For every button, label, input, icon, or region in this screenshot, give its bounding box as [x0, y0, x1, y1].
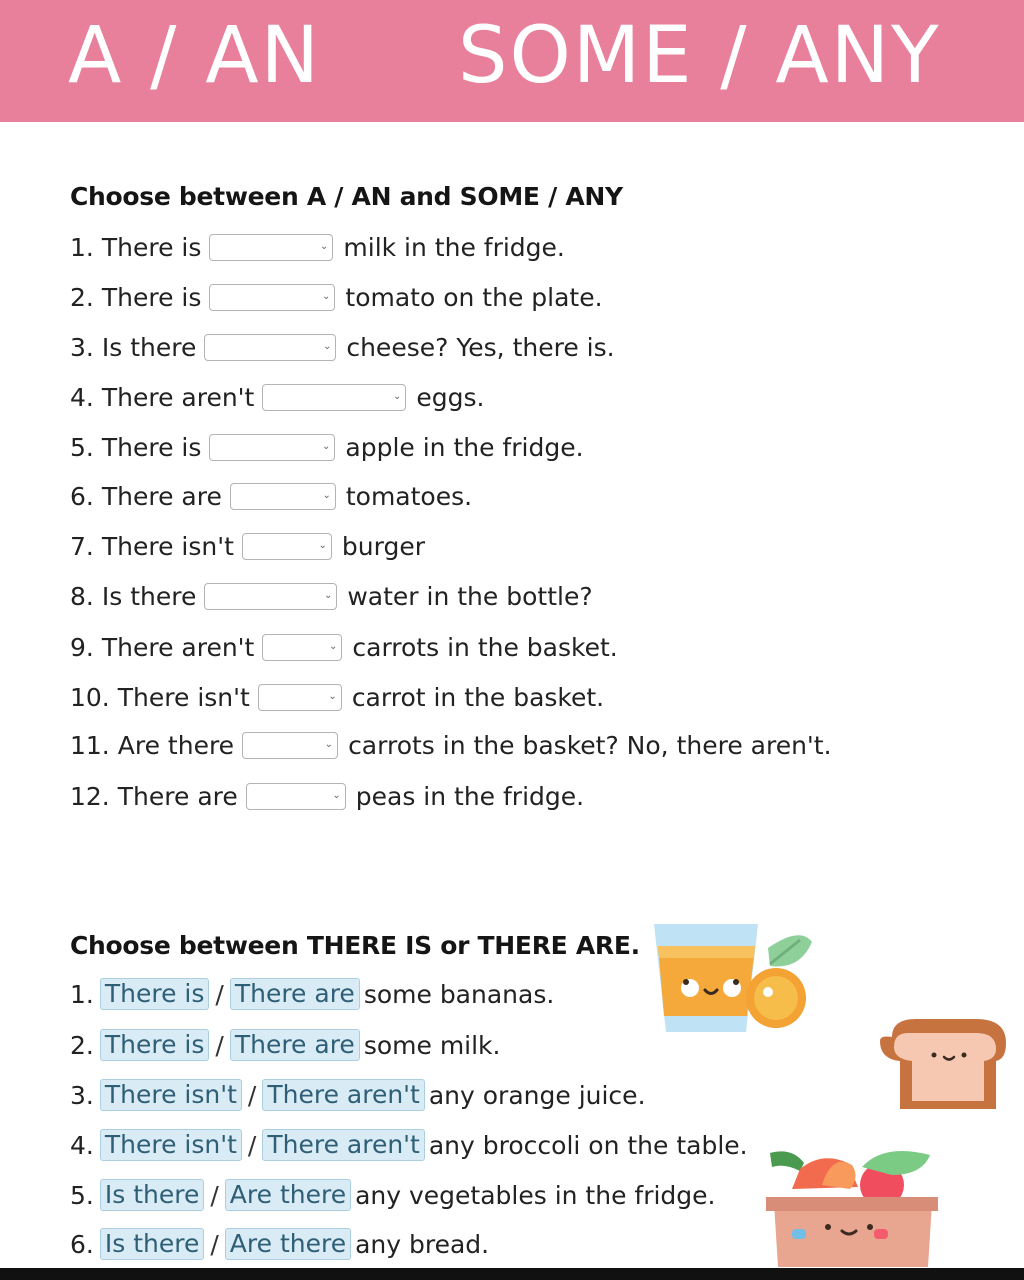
exercise1-item: [70, 629, 618, 665]
item-prefix: There aren't: [101, 382, 255, 412]
chevron-down-icon: ⌄: [322, 489, 331, 501]
title-some-any: SOME / ANY: [458, 11, 941, 101]
answer-dropdown[interactable]: [209, 434, 335, 461]
option-chip[interactable]: Is there: [100, 1228, 204, 1260]
item-number: 4.: [70, 382, 94, 412]
item-suffix: any vegetables in the fridge.: [355, 1180, 716, 1210]
answer-dropdown[interactable]: [262, 384, 406, 411]
exercise1-item: [70, 229, 565, 265]
exercise2-item: [70, 1226, 489, 1262]
option-separator: /: [210, 1180, 219, 1210]
exercise1-item: [70, 329, 615, 365]
answer-dropdown[interactable]: [204, 334, 336, 361]
item-suffix: tomato on the plate.: [345, 282, 603, 312]
item-suffix: any bread.: [355, 1229, 490, 1259]
exercise1-item: [70, 578, 593, 614]
chevron-down-icon: ⌄: [320, 240, 329, 252]
option-chip[interactable]: There is: [100, 978, 210, 1010]
chevron-down-icon: ⌄: [392, 390, 402, 402]
exercise1-item: [70, 778, 584, 814]
item-prefix: Are there: [117, 730, 235, 760]
item-number: 8.: [70, 581, 94, 611]
option-chip[interactable]: There aren't: [262, 1129, 425, 1161]
item-suffix: burger: [341, 531, 425, 561]
item-suffix: carrots in the basket? No, there aren't.: [348, 730, 832, 760]
option-chip[interactable]: Is there: [100, 1179, 204, 1211]
option-separator: /: [210, 1229, 219, 1259]
chevron-down-icon: ⌄: [328, 690, 337, 702]
item-number: 6.: [70, 1229, 94, 1259]
item-number: 12.: [70, 781, 110, 811]
exercise1-item: [70, 279, 603, 315]
option-chip[interactable]: There is: [100, 1029, 210, 1061]
answer-dropdown[interactable]: [262, 634, 342, 661]
option-chip[interactable]: Are there: [225, 1179, 351, 1211]
item-number: 4.: [70, 1130, 94, 1160]
title-banner: [0, 0, 1024, 122]
exercise2-item: [70, 1177, 716, 1213]
exercise1-item: [70, 379, 484, 415]
option-chip[interactable]: There are: [230, 978, 360, 1010]
chevron-down-icon: ⌄: [328, 640, 338, 652]
chevron-down-icon: ⌄: [332, 789, 341, 801]
item-number: 10.: [70, 682, 110, 712]
answer-dropdown[interactable]: [209, 234, 333, 261]
item-number: 2.: [70, 1030, 94, 1060]
option-chip[interactable]: There are: [230, 1029, 360, 1061]
item-number: 3.: [70, 1080, 94, 1110]
item-prefix: There are: [117, 781, 238, 811]
item-prefix: Is there: [101, 581, 197, 611]
item-suffix: some bananas.: [363, 979, 555, 1009]
item-number: 3.: [70, 332, 94, 362]
item-suffix: milk in the fridge.: [343, 232, 565, 262]
item-prefix: There isn't: [101, 531, 234, 561]
item-number: 5.: [70, 432, 94, 462]
item-suffix: peas in the fridge.: [355, 781, 585, 811]
option-chip[interactable]: There isn't: [100, 1079, 242, 1111]
item-prefix: There is: [101, 432, 202, 462]
bottom-bar: [0, 1268, 1024, 1280]
item-suffix: water in the bottle?: [347, 581, 593, 611]
item-number: 7.: [70, 531, 94, 561]
answer-dropdown[interactable]: [204, 583, 337, 610]
item-number: 2.: [70, 282, 94, 312]
answer-dropdown[interactable]: [242, 533, 332, 560]
chevron-down-icon: ⌄: [323, 589, 333, 601]
option-separator: /: [215, 1030, 224, 1060]
item-suffix: cheese? Yes, there is.: [346, 332, 615, 362]
vegetable-basket-icon: [762, 1145, 942, 1270]
chevron-down-icon: ⌄: [322, 290, 331, 302]
answer-dropdown[interactable]: [209, 284, 335, 311]
item-suffix: carrot in the basket.: [351, 682, 605, 712]
exercise2-item: [70, 1127, 748, 1163]
item-suffix: any broccoli on the table.: [428, 1130, 748, 1160]
chevron-down-icon: ⌄: [322, 440, 331, 452]
item-prefix: Is there: [101, 332, 197, 362]
answer-dropdown[interactable]: [242, 732, 338, 759]
chevron-down-icon: ⌄: [322, 340, 332, 352]
option-separator: /: [247, 1130, 257, 1160]
item-number: 9.: [70, 632, 94, 662]
item-suffix: carrots in the basket.: [352, 632, 618, 662]
chevron-down-icon: ⌄: [318, 539, 327, 551]
item-number: 1.: [70, 979, 94, 1009]
item-number: 5.: [70, 1180, 94, 1210]
section1-heading: Choose between A / AN and SOME / ANY: [70, 182, 623, 211]
title-a-an: A / AN: [68, 11, 321, 101]
exercise1-item: [70, 429, 584, 465]
item-prefix: There are: [101, 481, 222, 511]
item-number: 6.: [70, 481, 94, 511]
answer-dropdown[interactable]: [230, 483, 336, 510]
item-prefix: There isn't: [117, 682, 250, 712]
section2-heading: Choose between THERE IS or THERE ARE.: [70, 931, 640, 960]
option-chip[interactable]: There aren't: [262, 1079, 425, 1111]
exercise2-item: [70, 1077, 646, 1113]
item-suffix: some milk.: [363, 1030, 501, 1060]
chevron-down-icon: ⌄: [324, 738, 334, 750]
orange-juice-icon: [650, 920, 815, 1040]
item-suffix: apple in the fridge.: [345, 432, 584, 462]
option-chip[interactable]: Are there: [225, 1228, 351, 1260]
option-chip[interactable]: There isn't: [100, 1129, 242, 1161]
exercise1-item: [70, 679, 604, 715]
answer-dropdown[interactable]: [258, 684, 342, 711]
item-number: 1.: [70, 232, 94, 262]
option-separator: /: [215, 979, 224, 1009]
option-separator: /: [247, 1080, 257, 1110]
exercise2-item: [70, 1027, 500, 1063]
exercise1-item: [70, 727, 832, 763]
exercise1-item: [70, 528, 425, 564]
item-number: 11.: [70, 730, 110, 760]
exercise1-item: [70, 478, 472, 514]
exercise2-item: [70, 976, 554, 1012]
bread-icon: [872, 1015, 1008, 1113]
item-suffix: any orange juice.: [428, 1080, 646, 1110]
item-prefix: There is: [101, 232, 202, 262]
answer-dropdown[interactable]: [246, 783, 346, 810]
item-prefix: There is: [101, 282, 202, 312]
item-prefix: There aren't: [101, 632, 255, 662]
item-suffix: eggs.: [416, 382, 485, 412]
item-suffix: tomatoes.: [345, 481, 473, 511]
